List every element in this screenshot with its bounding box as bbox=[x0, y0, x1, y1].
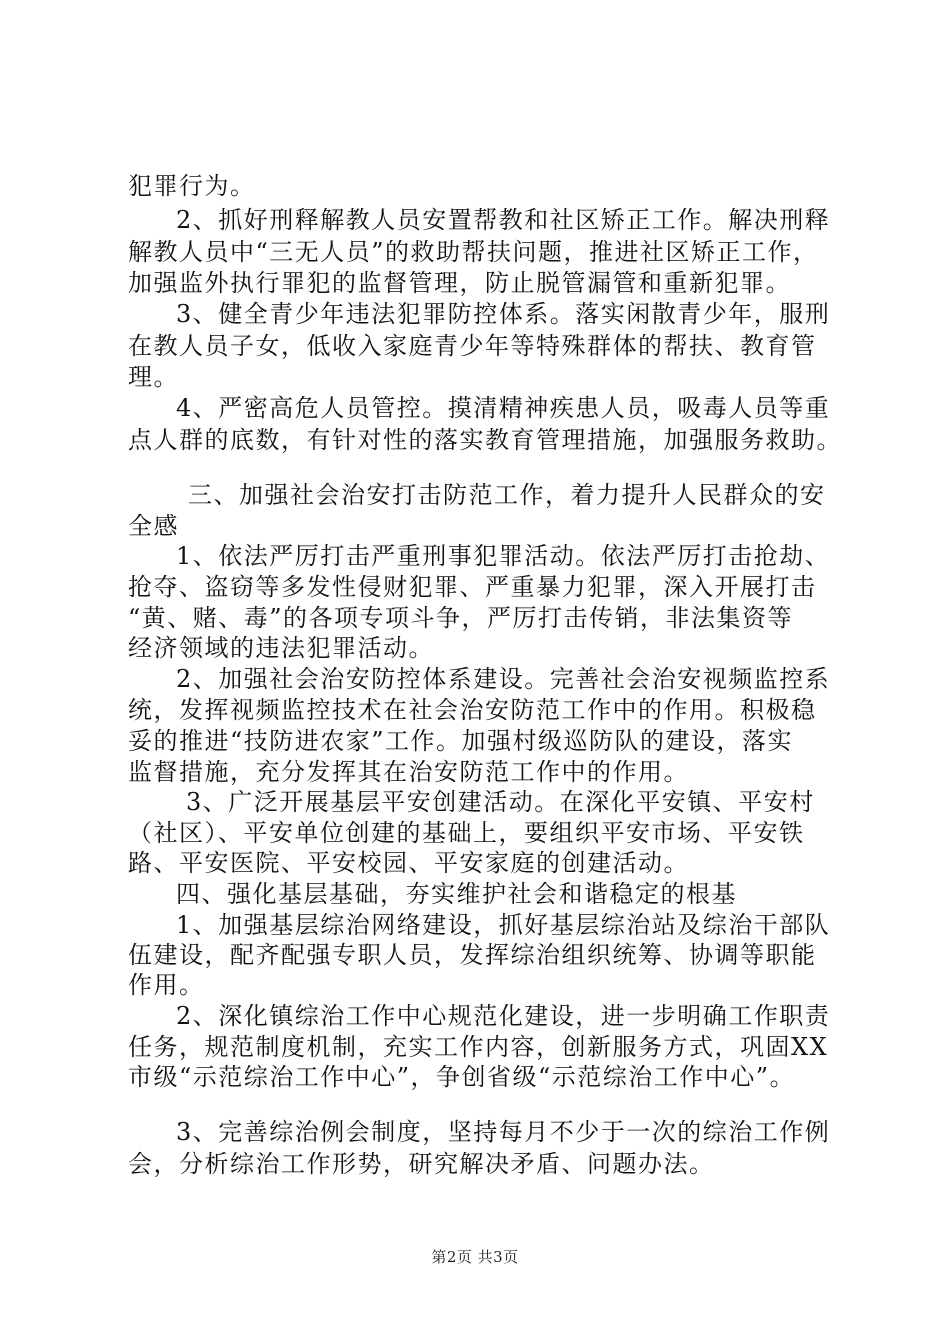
text-line: 路、平安医院、平安校园、平安家庭的创建活动。 bbox=[128, 849, 689, 877]
text-line: 市级“示范综治工作中心”，争创省级“示范综治工作中心”。 bbox=[128, 1063, 796, 1091]
text-line: 2、抓好刑释解教人员安置帮教和社区矫正工作。解决刑释 bbox=[176, 206, 831, 234]
text-line: （社区）、平安单位创建的基础上，要组织平安市场、平安铁 bbox=[128, 819, 805, 847]
section-heading: 四、强化基层基础，夯实维护社会和谐稳定的根基 bbox=[176, 880, 737, 908]
text-line: 统，发挥视频监控技术在社会治安防范工作中的作用。积极稳 bbox=[128, 696, 817, 724]
text-line: 在教人员子女，低收入家庭青少年等特殊群体的帮扶、教育管 bbox=[128, 332, 817, 360]
text-line: 3、完善综治例会制度，坚持每月不少于一次的综治工作例 bbox=[176, 1118, 831, 1146]
text-line: 伍建设，配齐配强专职人员，发挥综治组织统筹、协调等职能 bbox=[128, 941, 817, 969]
section-heading-cont: 全感 bbox=[128, 512, 179, 540]
text-line: 2、加强社会治安防控体系建设。完善社会治安视频监控系 bbox=[176, 665, 831, 693]
text-line: 3、健全青少年违法犯罪防控体系。落实闲散青少年，服刑 bbox=[176, 300, 831, 328]
text-line: 1、依法严厉打击严重刑事犯罪活动。依法严厉打击抢劫、 bbox=[176, 542, 831, 570]
text-line: 3、广泛开展基层平安创建活动。在深化平安镇、平安村 bbox=[186, 788, 815, 816]
text-line: 加强监外执行罪犯的监督管理，防止脱管漏管和重新犯罪。 bbox=[128, 269, 791, 297]
text-line: 作用。 bbox=[128, 971, 205, 999]
text-line: 抢夺、盗窃等多发性侵财犯罪、严重暴力犯罪，深入开展打击 bbox=[128, 573, 817, 601]
text-line: 1、加强基层综治网络建设，抓好基层综治站及综治干部队 bbox=[176, 911, 831, 939]
text-line: 解教人员中“三无人员”的救助帮扶问题，推进社区矫正工作， bbox=[128, 238, 819, 266]
text-line: 理。 bbox=[128, 363, 179, 391]
text-line: 任务，规范制度机制，充实工作内容，创新服务方式，巩固XX bbox=[128, 1033, 829, 1061]
text-line: 会，分析综治工作形势，研究解决矛盾、问题办法。 bbox=[128, 1150, 715, 1178]
text-line: 4、严密高危人员管控。摸清精神疾患人员，吸毒人员等重 bbox=[176, 394, 831, 422]
text-line: 点人群的底数，有针对性的落实教育管理措施，加强服务救助。 bbox=[128, 426, 842, 454]
text-line: 2、深化镇综治工作中心规范化建设，进一步明确工作职责 bbox=[176, 1002, 831, 1030]
text-line: 经济领域的违法犯罪活动。 bbox=[128, 634, 434, 662]
text-line: 犯罪行为。 bbox=[128, 172, 256, 200]
text-line: 监督措施，充分发挥其在治安防范工作中的作用。 bbox=[128, 758, 689, 786]
text-line: 妥的推进“技防进农家”工作。加强村级巡防队的建设，落实 bbox=[128, 727, 794, 755]
text-line: “黄、赌、毒”的各项专项斗争，严厉打击传销，非法集资等 bbox=[128, 604, 794, 632]
page-number-footer: 第2页 共3页 bbox=[431, 1248, 519, 1266]
section-heading: 三、加强社会治安打击防范工作，着力提升人民群众的安 bbox=[188, 481, 826, 509]
